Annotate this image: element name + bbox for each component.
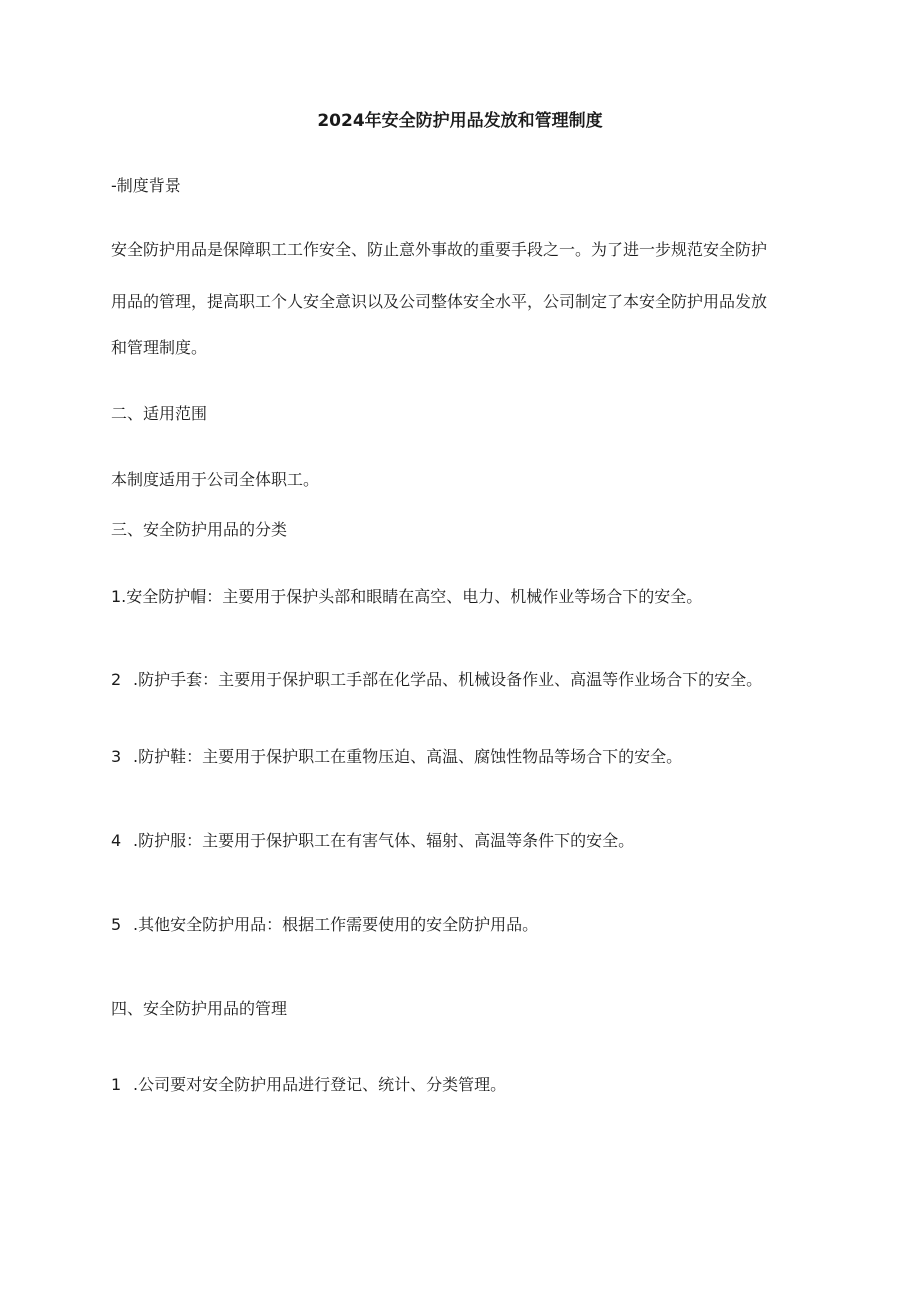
list-item-number: 3	[111, 747, 122, 766]
list-item-text: .防护鞋：主要用于保护职工在重物压迫、高温、腐蚀性物品等场合下的安全。	[133, 747, 683, 766]
paragraph-line: 用品的管理，提高职工个人安全意识以及公司整体安全水平，公司制定了本安全防护用品发放	[111, 292, 768, 311]
list-item-text: 1.安全防护帽：主要用于保护头部和眼睛在高空、电力、机械作业等场合下的安全。	[111, 587, 703, 606]
list-item-number: 5	[111, 915, 122, 934]
paragraph-line: 和管理制度。	[111, 338, 208, 357]
list-item-text: .防护服：主要用于保护职工在有害气体、辐射、高温等条件下的安全。	[133, 831, 635, 850]
list-item-safety-helmet	[111, 587, 702, 607]
list-item-text: .防护手套：主要用于保护职工手部在化学品、机械设备作业、高温等作业场合下的安全。	[133, 670, 763, 689]
list-item-text: .其他安全防护用品：根据工作需要使用的安全防护用品。	[133, 915, 539, 934]
document-title: 2024年安全防护用品发放和管理制度	[317, 111, 603, 131]
list-item-shoes	[111, 747, 682, 767]
paragraph-line: 安全防护用品是保障职工工作安全、防止意外事故的重要手段之一。为了进一步规范安全防护	[111, 240, 768, 259]
list-item-registration	[111, 1075, 506, 1095]
scope-text: 本制度适用于公司全体职工。	[111, 470, 320, 489]
section-heading-classification: 三、安全防护用品的分类	[111, 520, 288, 539]
list-item-text: .公司要对安全防护用品进行登记、统计、分类管理。	[133, 1075, 507, 1094]
section-heading-scope: 二、适用范围	[111, 404, 208, 423]
list-item-clothing	[111, 831, 634, 851]
list-item-other	[111, 915, 538, 935]
list-item-gloves	[111, 670, 762, 690]
list-item-number: 2	[111, 670, 122, 689]
list-item-number: 1	[111, 1075, 122, 1094]
section-heading-background: -制度背景	[111, 176, 181, 195]
list-item-number: 4	[111, 831, 122, 850]
section-heading-management: 四、安全防护用品的管理	[111, 999, 288, 1018]
